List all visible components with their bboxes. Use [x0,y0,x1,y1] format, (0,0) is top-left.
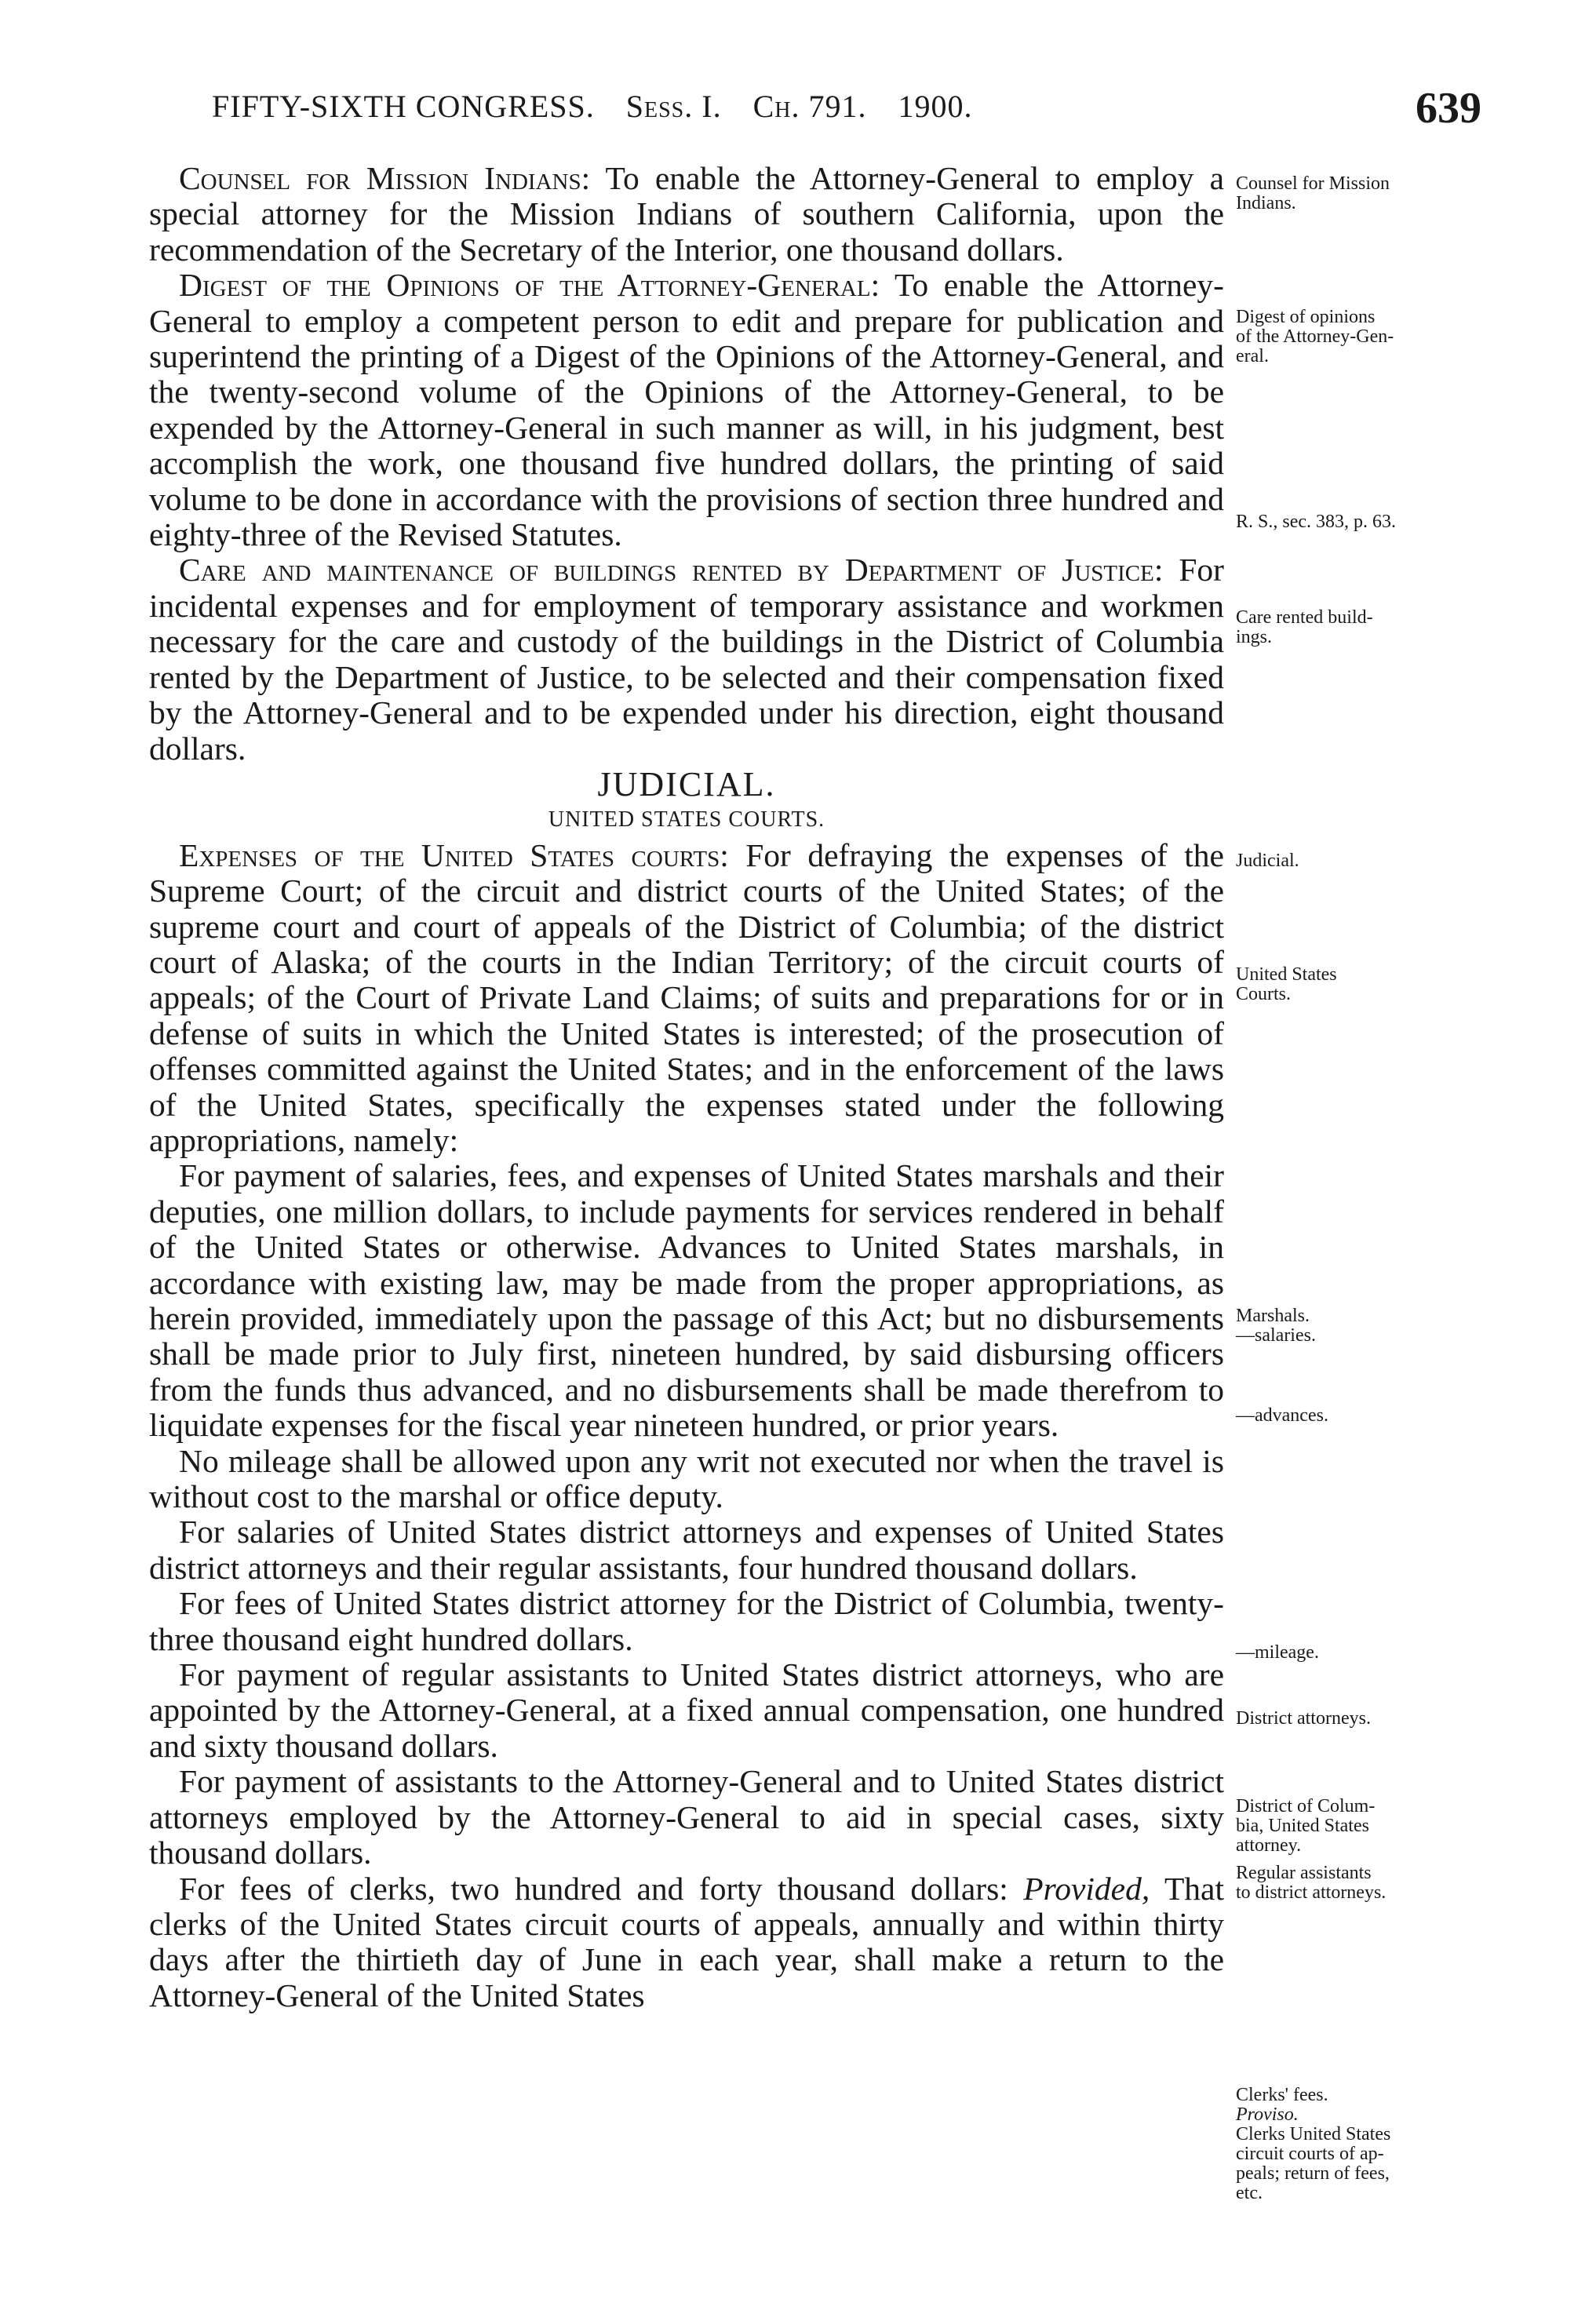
margin-note-line: to district attorneys. [1236,1882,1386,1903]
paragraph-digest-opinions [149,268,1224,552]
proviso-word: Provided, [1023,1870,1150,1907]
margin-note-mileage [1236,1643,1471,1663]
paragraph-clerks-fees [149,1871,1224,2014]
margin-note-line: Clerks' fees. [1236,2085,1328,2105]
margin-note-line: eral. [1236,346,1269,366]
margin-note-mission-indians [1236,174,1471,213]
margin-note-line: District of Colum- [1236,1796,1376,1816]
paragraph-lead: Expenses of the United States courts: [179,836,729,873]
header-year: 1900. [898,89,973,124]
paragraph-body: To enable the Attorney-General to employ a special attorney for the Mission Indians of southern California, upon the recommendation of the Secretary of the Interior, one thousand dollars. [149,160,1224,268]
margin-note-line: Courts. [1236,984,1292,1004]
margin-note-district-attorneys [1236,1709,1471,1729]
paragraph-body: For payment of regular assistants to United States district attorneys, who are appointed by the Attorney-General, at a fixed annual compensation, one hundred and sixty thousand dollars. [149,1656,1224,1764]
margin-note-line: Marshals. [1236,1306,1310,1326]
paragraph-district-attorneys [149,1514,1224,1586]
paragraph-body: For incidental expenses and for employment of temporary assistance and workmen necessary for the care and custody of the buildings in the District of Columbia rented by the Department of Justice, to be selected and their compensation fixed by the Attorney-General and to be expended under his direction, eight thousand dollars. [149,552,1224,767]
margin-note-line: etc. [1236,2183,1263,2203]
margin-note-digest [1236,308,1471,366]
paragraph-body: For payment of salaries, fees, and expenses of United States marshals and their deputies, one million dollars, to include payments for services rendered in behalf of the United States or otherwise. Advances to United States marshals, in accordance with existing law, may be made from the proper appropriations, as herein provided, immediately upon the passage of this Act; but no disbursements shall be made prior to July first, nineteen hundred, by said disbursing officers from the funds thus advanced, and no disbursements shall be made therefrom to liquidate expenses for the fiscal year nineteen hundred, or prior years. [149,1157,1224,1444]
margin-note-judicial [1236,851,1471,871]
paragraph-care-buildings [149,552,1224,766]
margin-note-line: bia, United States [1236,1816,1369,1836]
paragraph-body: To enable the Attorney-General to employ a competent person to edit and prepare for publication and superintend the printing of a Digest of the Opinions of the Attorney-General, and the twenty-second volume of the Opinions of the Attorney-General, to be expended by the Attorney-General in such manner as will, in his judgment, best accomplish the work, one thousand five hundred dollars, the printing of said volume to be done in accordance with the provisions of section three hundred and eighty-three of the Revised Statutes. [149,267,1224,553]
page-number: 639 [1416,84,1481,133]
paragraph-body: For payment of assistants to the Attorney-General and to United States district attorneys employed by the Attorney-General to aid in special cases, sixty thousand dollars. [149,1763,1224,1871]
paragraph-special-assistants [149,1764,1224,1871]
paragraph-lead: Counsel for Mission Indians: [179,160,591,196]
paragraph-body: No mileage shall be allowed upon any writ not executed nor when the travel is without cost to the marshal or office deputy. [149,1442,1224,1515]
margin-note-line: Judicial. [1236,851,1299,871]
header-congress: FIFTY-SIXTH CONGRESS. [212,89,595,124]
paragraph-body: For fees of United States district attorney for the District of Columbia, twenty-three thousand eight hundred dollars. [149,1585,1224,1657]
paragraph-counsel-mission-indians [149,161,1224,268]
margin-note-line: —advances. [1236,1405,1328,1426]
margin-note-revised-statutes [1236,512,1471,532]
header-chapter: Ch. 791. [752,89,867,124]
margin-note-line: of the Attorney-Gen- [1236,326,1394,347]
section-title-judicial: JUDICIAL. [597,764,776,803]
margin-note-dc-attorney [1236,1797,1471,1856]
main-text [149,161,1224,2013]
paragraph-lead: Care and maintenance of buildings rented by Department of Justice: [179,552,1164,588]
margin-note-line: Regular assistants [1236,1863,1372,1883]
paragraph-body-tail: That clerks of the United States circuit courts of appeals, annually and within thirty days after the thirtieth day of June in each year, shall make a return to the Attorney-General of the United States [149,1870,1224,2013]
margin-note-proviso: Proviso. [1236,2104,1299,2125]
margin-note-line: —salaries. [1236,1325,1316,1346]
margin-note-advances [1236,1406,1471,1426]
header-left [212,88,1004,125]
margin-note-line: Care rented build- [1236,607,1373,628]
margin-note-line: ings. [1236,627,1273,647]
margin-note-marshals [1236,1306,1471,1346]
paragraph-mileage [149,1444,1224,1515]
paragraph-body: For fees of clerks, two hundred and forty thousand dollars: [179,1870,1024,1907]
margin-note-line: Digest of opinions [1236,307,1376,327]
header-session: Sess. I. [625,89,722,124]
paragraph-marshals [149,1158,1224,1443]
paragraph-body: For defraying the expenses of the Supreme Court; of the circuit and district courts of the United States; of the supreme court and court of appeals of the District of Columbia; of the district court of Alaska; of the courts in the Indian Territory; of the circuit courts of appeals; of the Court of Private Land Claims; of suits and preparations for or in defense of suits in which the United States is interested; of the prosecution of offenses committed against the United States; and in the enforcement of the laws of the United States, specifically the expenses stated under the following appropriations, namely: [149,836,1224,1158]
margin-note-care-buildings [1236,608,1471,647]
margin-note-line: R. S., sec. 383, p. 63. [1236,512,1396,532]
subsection-title-courts: UNITED STATES COURTS. [548,807,825,833]
paragraph-expenses-courts [149,838,1224,1159]
margin-note-line: attorney. [1236,1835,1302,1856]
margin-note-line: peals; return of fees, [1236,2163,1390,2184]
margin-note-clerks-fees [1236,2086,1471,2203]
paragraph-lead: Digest of the Opinions of the Attorney-General: [179,267,880,304]
margin-note-line: Counsel for Mission [1236,173,1390,194]
paragraph-regular-assistants [149,1657,1224,1764]
running-header [212,84,1481,138]
margin-note-line: Clerks United States [1236,2124,1391,2144]
margin-note-line: United States [1236,964,1337,985]
margin-note-line: Indians. [1236,193,1296,213]
paragraph-body: For salaries of United States district attorneys and expenses of United States district attorneys and their regular assistants, four hundred thousand dollars. [149,1514,1224,1586]
margin-note-regular-assistants [1236,1864,1471,1903]
margin-note-united-states-courts [1236,965,1471,1004]
margin-note-line: District attorneys. [1236,1708,1371,1729]
margin-note-line: —mileage. [1236,1642,1319,1663]
margin-note-line: circuit courts of ap- [1236,2144,1384,2164]
paragraph-dc-attorney [149,1586,1224,1657]
